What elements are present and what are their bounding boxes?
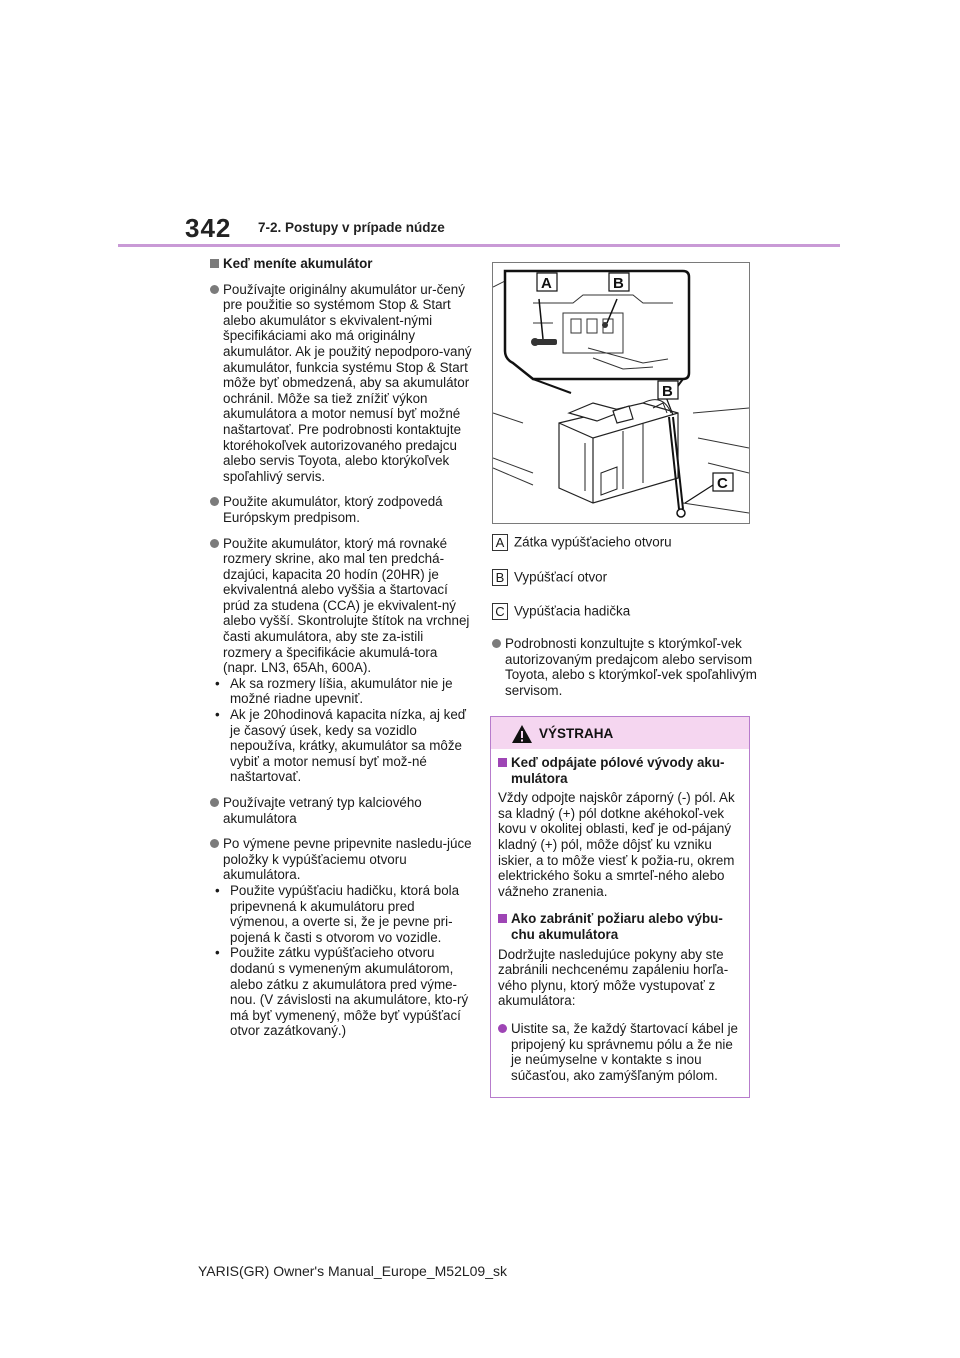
page-footer: YARIS(GR) Owner's Manual_Europe_M52L09_sk <box>198 1263 507 1279</box>
warning-body <box>491 749 749 1083</box>
warning-box <box>490 716 750 1098</box>
warning-triangle-icon <box>511 724 533 744</box>
sub-item-text: Ak je 20hodinová kapacita nízka, aj keď je časový úsek, kedy sa vozidlo nepoužíva, krátky, akumulátor sa môže vybiť a motor nemusí byť mož-né naštartovať. <box>230 707 467 785</box>
list-item <box>210 282 472 485</box>
legend-text-c: Vypúšťacia hadička <box>514 603 631 619</box>
legend-text-a: Zátka vypúšťacieho otvoru <box>514 534 672 550</box>
legend-text-b: Vypúšťací otvor <box>514 569 608 585</box>
label-a: A <box>541 275 552 292</box>
bullet-text: Použite akumulátor, ktorý má rovnaké rozmery skrine, ako mal ten predchá-dzajúci, kapacita 20 hodín (20HR) je ekvivalentná alebo vyššia a štartovací prúd za studena (CCA) je ekvivalent-ný alebo vyšší. Skontrolujte štítok na vrchnej časti akumulátora, aby ste za-istili rozmery a špecifikácie akumulá-tora (napr. LN3, 65Ah, 600A). <box>223 535 470 676</box>
left-column <box>210 256 472 1049</box>
sub-item-text: Použite vypúšťaciu hadičku, ktorá bola pripevnená k akumulátoru pred výmenou, a overte si, že je pevne pri-pojená k časti s otvorom vo vozidle. <box>230 882 460 945</box>
bullet-text: Po výmene pevne pripevnite nasledu-júce položky k vypúšťaciemu otvoru akumulátora. <box>223 836 472 883</box>
round-bullet-icon <box>492 639 501 648</box>
battery-illustration <box>492 262 750 524</box>
label-b-top: B <box>613 275 624 292</box>
warning-bullet-text: Uistite sa, že každý štartovací kábel je pripojený ku správnemu pólu a že nie je neúmyselne v kontakte s inou súčasťou, ako zamýšľaným pólom. <box>511 1020 738 1083</box>
warning-paragraph: Dodržujte nasledujúce pokyny aby ste zabránili nechcenému zapáleniu horľa-vého plynu, ktorý môže vystupovať z akumulátora: <box>498 946 729 1009</box>
warning-heading-text: Keď odpájate pólové vývody aku-mulátora <box>511 755 725 786</box>
label-b: B <box>662 383 673 400</box>
round-bullet-icon <box>210 539 219 548</box>
sub-bullet-marker: • <box>215 675 220 691</box>
list-item <box>210 795 472 826</box>
sub-bullet-marker: • <box>215 707 220 723</box>
square-bullet-icon <box>210 259 219 268</box>
list-item <box>210 836 472 1039</box>
warning-heading <box>498 755 743 786</box>
sub-list-item <box>210 676 472 707</box>
round-bullet-icon <box>210 285 219 294</box>
label-c: C <box>717 475 728 492</box>
bullet-text: Používajte originálny akumulátor ur-čený pre použitie so systémom Stop & Start alebo akumulátor s ekvivalent-nými špecifikáciami ako má originálny akumulátor. Ak je použitý nepodporo-vaný akumulátor, funkcia systému Stop & Start môže byť obmedzená, aby sa akumulátor ochránil. Môže sa tiež znížiť výkon akumulátora a motor nemusí byť možné naštartovať. Pre podrobnosti kontaktujte ktoréhokoľvek autorizovaného predajcu alebo servis Toyota, alebo ktorýkoľvek spoľahlivý servis. <box>223 281 472 484</box>
legend-item-b <box>492 569 607 586</box>
square-bullet-icon <box>498 914 507 923</box>
warning-heading <box>498 911 743 942</box>
heading-text: Keď meníte akumulátor <box>223 256 373 271</box>
legend-key-b: B <box>492 569 508 586</box>
round-bullet-icon <box>210 839 219 848</box>
warning-title: VÝSTRAHA <box>539 726 614 741</box>
section-heading <box>210 256 472 272</box>
legend-item-a <box>492 534 672 551</box>
legend-key-a: A <box>492 534 508 551</box>
round-bullet-icon <box>210 798 219 807</box>
warning-header <box>491 717 749 749</box>
warning-heading-text: Ako zabrániť požiaru alebo výbu-chu akumulátora <box>511 911 723 942</box>
square-bullet-icon <box>498 758 507 767</box>
consult-note <box>492 636 767 698</box>
list-item <box>210 494 472 525</box>
note-text: Podrobnosti konzultujte s ktorýmkoľ-vek autorizovaným predajcom alebo servisom Toyota, alebo s ktorýmkoľ-vek spoľahlivým servisom. <box>505 636 757 698</box>
sub-item-text: Použite zátku vypúšťacieho otvoru dodanú s vymeneným akumulátorom, alebo zátku z akumulátora pred výme-nou. (V závislosti na akumulátore, kto-rý má byť vymenený, môže byť vypúšťací otvor zazátkovaný.) <box>230 945 469 1039</box>
bullet-text: Používajte vetraný typ kalciového akumulátora <box>223 795 422 826</box>
legend-item-c <box>492 603 630 620</box>
bullet-text: Použite akumulátor, ktorý zodpovedá Európskym predpisom. <box>223 494 443 525</box>
warning-paragraph: Vždy odpojte najskôr záporný (-) pól. Ak sa kladný (+) pól dotkne akéhokoľ-vek kovu v okolitej oblasti, keď je od-pájaný kladný (+) pól, môže dôjsť ku vzniku iskier, a to môže viesť k požia-ru, okrem elektrického šoku a smrteľ-ného alebo vážneho zranenia. <box>498 790 735 899</box>
warning-list-item <box>498 1021 743 1083</box>
sub-list-item <box>210 945 472 1039</box>
round-bullet-icon <box>498 1024 507 1033</box>
round-bullet-icon <box>210 497 219 506</box>
page-number: 342 <box>185 213 232 243</box>
section-title: 7-2. Postupy v prípade núdze <box>258 220 445 235</box>
sub-item-text: Ak sa rozmery líšia, akumulátor nie je možné riadne upevniť. <box>230 675 453 707</box>
sub-bullet-marker: • <box>215 945 220 961</box>
sub-bullet-marker: • <box>215 882 220 898</box>
sub-list-item <box>210 707 472 785</box>
sub-list-item <box>210 883 472 945</box>
header-divider <box>118 244 840 247</box>
list-item <box>210 536 472 786</box>
battery-drawing <box>493 263 749 523</box>
legend-key-c: C <box>492 603 508 620</box>
